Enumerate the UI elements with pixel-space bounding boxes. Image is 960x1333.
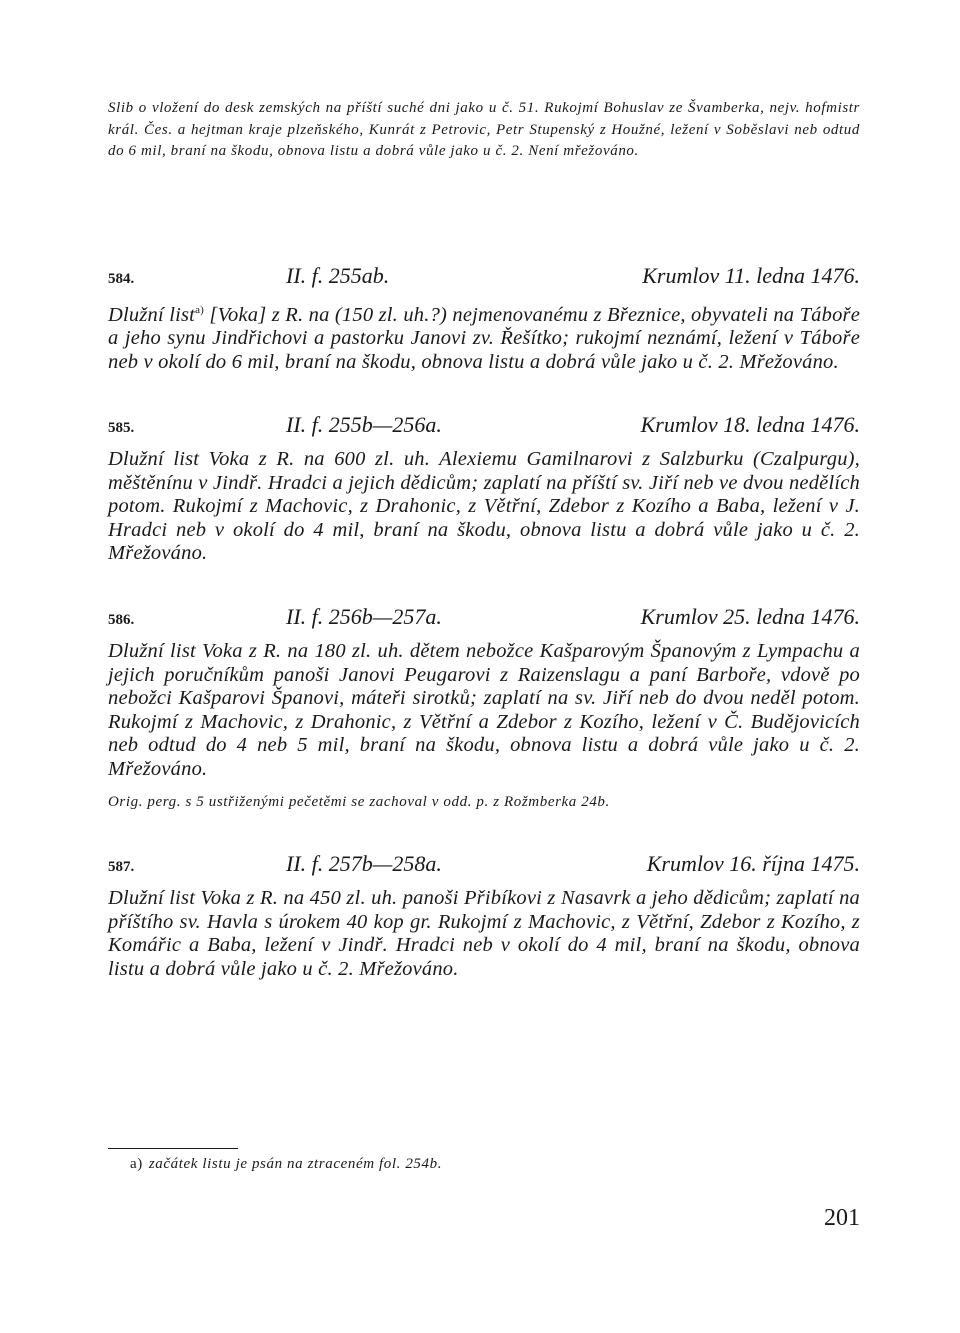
entry-header	[108, 263, 860, 289]
entry-date: Krumlov 11. ledna 1476.	[642, 262, 860, 288]
footnote-divider	[108, 1148, 238, 1149]
entry-date: Krumlov 16. října 1475.	[646, 851, 860, 877]
entry-586	[108, 604, 860, 813]
entry-folio: II. f. 257b—258a.	[286, 851, 442, 877]
page-content	[108, 98, 860, 982]
footnote-mark: a)	[130, 1156, 143, 1172]
entry-number: 587.	[108, 859, 135, 876]
entry-text: Dlužní list Voka z R. na 180 zl. uh. dětem nebožce Kašparovým Španovým z Lympachu a jejich poručníkům panoši Janovi Peugarovi z Raizenslagu a paní Barboře, vdově po nebožci Kašparovi Španovi, máteři sirotků; zaplatí na sv. Jiří neb do dvou neděl potom. Rukojmí z Machovic, z Drahonic, z Větřní a Zdebor z Kozího, ležení v Č. Budějovicích neb odtud do 4 neb 5 mil, braní na škodu, obnova listu a dobrá vůle jako u č. 2. Mřežováno.	[108, 640, 860, 781]
intro-paragraph: Slib o vložení do desk zemských na příští suché dni jako u č. 51. Rukojmí Bohuslav ze Švamberka, nejv. hofmistr král. Čes. a hejtman kraje plzeňského, Kunrát z Petrovic, Petr Stupenský z Houžné, ležení v Soběslavi neb odtud do 6 mil, braní na škodu, obnova listu a dobrá vůle jako u č. 2. Není mřežováno.	[108, 100, 860, 159]
entry-585	[108, 412, 860, 566]
page-number: 201	[824, 1205, 860, 1231]
footnote	[130, 1156, 830, 1173]
entry-folio: II. f. 255ab.	[286, 262, 390, 288]
entry-number: 584.	[108, 270, 135, 287]
entry-folio: II. f. 255b—256a.	[286, 412, 442, 438]
entry-folio: II. f. 256b—257a.	[286, 604, 442, 630]
entry-lead: Dlužní list	[108, 303, 196, 326]
entry-587	[108, 851, 860, 981]
entry-date: Krumlov 18. ledna 1476.	[640, 412, 860, 438]
entry-text: Dlužní list Voka z R. na 450 zl. uh. panoši Přibíkovi z Nasavrk a jeho dědicům; zaplatí na příštího sv. Havla s úrokem 40 kop gr. Rukojmí z Machovic, z Větřní, Zdebor z Kozího, z Komářic a Baba, ležení v Jindř. Hradci neb v okolí do 4 mil, braní na škodu, obnova listu a dobrá vůle jako u č. 2. Mřežováno.	[108, 887, 860, 980]
entry-number: 586.	[108, 612, 135, 629]
entry-note: Orig. perg. s 5 ustřiženými pečetěmi se zachoval v odd. p. z Rožmberka 24b.	[108, 793, 610, 810]
entry-header	[108, 604, 860, 630]
entry-number: 585.	[108, 420, 135, 437]
entry-header	[108, 851, 860, 877]
entry-header	[108, 412, 860, 438]
entry-584	[108, 263, 860, 375]
footnote-text: začátek listu je psán na ztraceném fol. 254b.	[148, 1156, 443, 1172]
entry-text: Dlužní list Voka z R. na 600 zl. uh. Alexiemu Gamilnarovi z Salzburku (Czalpurgu), měštěnínu v Jindř. Hradci a jejich dědicům; zaplatí na příští sv. Jiří neb ve dvou nedělích potom. Rukojmí z Machovic, z Drahonic, z Větřní, Zdebor z Kozího a Baba, ležení v J. Hradci neb v okolí do 4 mil, braní na škodu, obnova listu a dobrá vůle jako u č. 2. Mřežováno.	[108, 448, 860, 565]
entry-date: Krumlov 25. ledna 1476.	[640, 604, 860, 630]
entry-text	[108, 299, 860, 375]
entry-body: [Voka] z R. na (150 zl. uh.?) nejmenovanému z Březnice, obyvateli na Táboře a jeho synu Jindřichovi a pastorku Janovi zv. Řešítko; rukojmí neznámí, ležení v Táboře neb v okolí do 6 mil, braní na škodu, obnova listu a dobrá vůle jako u č. 2. Mřežováno.	[108, 303, 860, 373]
footnote-ref: a)	[195, 303, 205, 316]
